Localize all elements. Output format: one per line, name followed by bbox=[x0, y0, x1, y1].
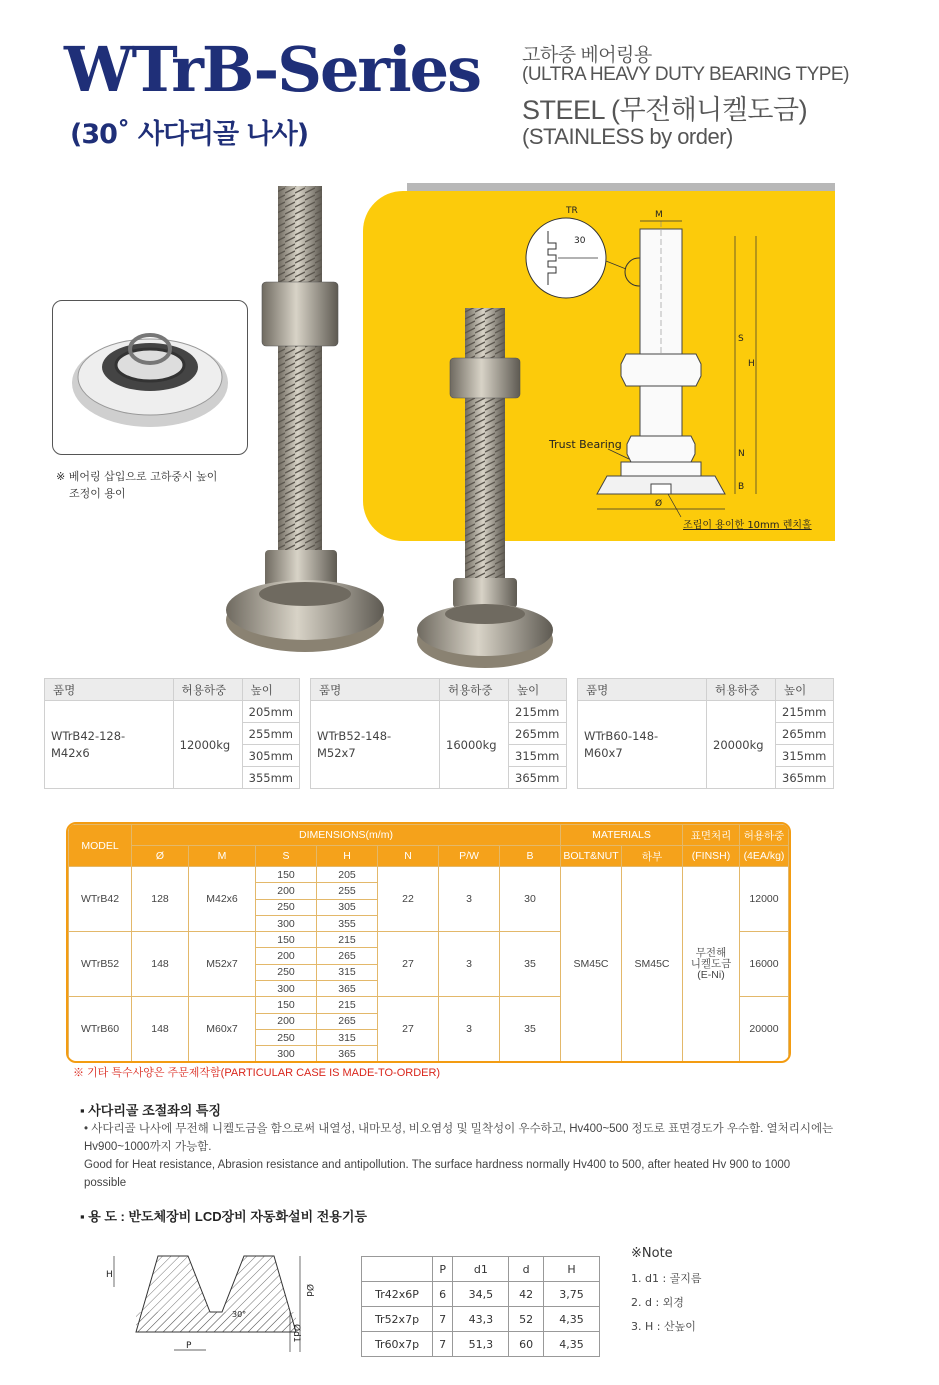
col-name: 품명 bbox=[578, 679, 707, 701]
thread-h-label: H bbox=[106, 1270, 113, 1280]
cell-s: 300 bbox=[256, 915, 317, 931]
cell-s: 200 bbox=[256, 948, 317, 964]
thread-angle-label: 30° bbox=[232, 1310, 247, 1319]
spec-name: WTrB52-148- M52x7 bbox=[311, 701, 440, 789]
thread-cell: 51,3 bbox=[453, 1332, 509, 1357]
spec-load: 16000kg bbox=[440, 701, 509, 789]
page-subtitle: (30˚ 사다리골 나사) bbox=[70, 119, 309, 150]
spec-table-wtrb60 bbox=[577, 678, 834, 789]
note-item: 1. d1 : 골지름 bbox=[631, 1272, 702, 1285]
cell-s: 300 bbox=[256, 1046, 317, 1062]
header-phi: Ø bbox=[132, 846, 189, 867]
col-height: 높이 bbox=[242, 679, 299, 701]
table-row bbox=[362, 1332, 600, 1357]
product-photo bbox=[225, 180, 565, 670]
thread-cell: 6 bbox=[433, 1282, 453, 1307]
cell-phi: 148 bbox=[132, 997, 189, 1062]
spec-table-wtrb42 bbox=[44, 678, 300, 789]
dimensions-table bbox=[68, 824, 789, 1063]
n-label: N bbox=[738, 449, 745, 459]
thread-col-p: P bbox=[433, 1257, 453, 1282]
custom-order-note: ※ 기타 특수사양은 주문제작함(PARTICULAR CASE IS MADE-TO-ORDER) bbox=[73, 1067, 441, 1079]
cell-s: 250 bbox=[256, 899, 317, 915]
cell-m: M52x7 bbox=[189, 932, 256, 997]
thread-profile-drawing bbox=[100, 1242, 325, 1360]
m-label: M bbox=[655, 210, 663, 220]
header-load: 허용하중 bbox=[740, 825, 789, 846]
header-line-1: 고하중 베어링용 bbox=[522, 45, 652, 66]
cell-h: 315 bbox=[317, 1029, 378, 1045]
header-bolt-nut: BOLT&NUT bbox=[561, 846, 622, 867]
cell-load: 16000 bbox=[740, 932, 789, 997]
table-row bbox=[69, 867, 789, 883]
thread-cell: 7 bbox=[433, 1332, 453, 1357]
table-row bbox=[362, 1282, 600, 1307]
cell-s: 250 bbox=[256, 1029, 317, 1045]
cell-b: 30 bbox=[500, 867, 561, 932]
cell-s: 150 bbox=[256, 932, 317, 948]
note-item: 3. H : 산높이 bbox=[631, 1320, 696, 1333]
wrench-hole-note: 조립이 용이한 10mm 렌치홀 bbox=[683, 520, 812, 531]
cell-h: 365 bbox=[317, 1046, 378, 1062]
thread-cell: 7 bbox=[433, 1307, 453, 1332]
thread-cell: Tr52x7p bbox=[362, 1307, 433, 1332]
cell-n: 27 bbox=[378, 932, 439, 997]
cell-pw: 3 bbox=[439, 867, 500, 932]
thread-cell: 43,3 bbox=[453, 1307, 509, 1332]
cell-finish: 무전해 니켈도금 (E-Ni) bbox=[683, 867, 740, 1063]
cell-model: WTrB42 bbox=[69, 867, 132, 932]
features-en-line1: Good for Heat resistance, Abrasion resistance and antipollution. The surface hardness normally Hv400 to 500, after heated Hv 900 to 1000 bbox=[84, 1159, 791, 1171]
cell-h: 365 bbox=[317, 981, 378, 997]
features-en-line2: possible bbox=[84, 1177, 127, 1189]
thread-d1-label: Ød1 bbox=[291, 1324, 301, 1343]
cell-h: 305 bbox=[317, 899, 378, 915]
col-load: 허용하중 bbox=[173, 679, 242, 701]
cell-s: 200 bbox=[256, 1013, 317, 1029]
cell-s: 200 bbox=[256, 883, 317, 899]
cell-s: 150 bbox=[256, 997, 317, 1013]
features-ko-line2: Hv900~1000까지 가능함. bbox=[84, 1141, 212, 1153]
thread-table bbox=[361, 1256, 600, 1357]
cell-h: 265 bbox=[317, 948, 378, 964]
thread-cell: 34,5 bbox=[453, 1282, 509, 1307]
thread-col-empty bbox=[362, 1257, 433, 1282]
inset-note-line: 조정이 용이 bbox=[69, 487, 126, 500]
header-pw: P/W bbox=[439, 846, 500, 867]
spec-load: 12000kg bbox=[173, 701, 242, 789]
thread-cell: Tr42x6P bbox=[362, 1282, 433, 1307]
angle-label: 30 bbox=[574, 236, 586, 246]
spec-height: 305mm bbox=[242, 745, 299, 767]
dimensions-table-frame bbox=[66, 822, 791, 1063]
features-ko-line1: • 사다리골 나사에 무전해 니켈도금을 함으로써 내열성, 내마모성, 비오염성 및 밀착성이 우수하고, Hv400~500 정도로 표면경도가 우수함. 열처리시에는 bbox=[84, 1123, 834, 1135]
cell-pw: 3 bbox=[439, 932, 500, 997]
thread-cell: 60 bbox=[509, 1332, 544, 1357]
spec-height: 365mm bbox=[776, 767, 834, 789]
cell-m: M42x6 bbox=[189, 867, 256, 932]
s-label: S bbox=[738, 334, 744, 344]
cell-bolt-nut: SM45C bbox=[561, 867, 622, 1063]
thread-cell: 4,35 bbox=[543, 1307, 599, 1332]
spec-name: WTrB42-128- M42x6 bbox=[45, 701, 174, 789]
spec-height: 215mm bbox=[509, 701, 567, 723]
cell-phi: 128 bbox=[132, 867, 189, 932]
col-load: 허용하중 bbox=[440, 679, 509, 701]
cell-b: 35 bbox=[500, 932, 561, 997]
spec-name: WTrB60-148- M60x7 bbox=[578, 701, 707, 789]
thread-col-h: H bbox=[543, 1257, 599, 1282]
cell-n: 22 bbox=[378, 867, 439, 932]
cell-h: 255 bbox=[317, 883, 378, 899]
cell-s: 250 bbox=[256, 964, 317, 980]
spec-height: 265mm bbox=[509, 723, 567, 745]
bearing-inset-photo bbox=[52, 300, 248, 455]
header-n: N bbox=[378, 846, 439, 867]
header-base: 하부 bbox=[622, 846, 683, 867]
cell-s: 300 bbox=[256, 981, 317, 997]
cell-m: M60x7 bbox=[189, 997, 256, 1062]
cell-load: 20000 bbox=[740, 997, 789, 1062]
features-heading: ▪ 사다리골 조절좌의 특징 bbox=[80, 1103, 222, 1118]
cell-h: 355 bbox=[317, 915, 378, 931]
header-m: M bbox=[189, 846, 256, 867]
thread-cell: Tr60x7p bbox=[362, 1332, 433, 1357]
spec-table-wtrb52 bbox=[310, 678, 567, 789]
inset-note-line: ※ 베어링 삽입으로 고하중시 높이 bbox=[56, 470, 218, 483]
cell-s: 150 bbox=[256, 867, 317, 883]
spec-height: 355mm bbox=[242, 767, 299, 789]
thread-cell: 3,75 bbox=[543, 1282, 599, 1307]
cell-phi: 148 bbox=[132, 932, 189, 997]
spec-height: 265mm bbox=[776, 723, 834, 745]
cell-base: SM45C bbox=[622, 867, 683, 1063]
cell-model: WTrB60 bbox=[69, 997, 132, 1062]
header-materials: MATERIALS bbox=[561, 825, 683, 846]
cell-h: 205 bbox=[317, 867, 378, 883]
header-line-3: STEEL (무전해니켈도금) bbox=[522, 95, 808, 125]
thread-p-label: P bbox=[186, 1341, 192, 1351]
note-item: 2. d : 외경 bbox=[631, 1296, 684, 1309]
spec-height: 315mm bbox=[776, 745, 834, 767]
col-name: 품명 bbox=[311, 679, 440, 701]
header-line-4: (STAINLESS by order) bbox=[522, 124, 733, 149]
header-finish-en: (FINSH) bbox=[683, 846, 740, 867]
spec-height: 315mm bbox=[509, 745, 567, 767]
col-name: 품명 bbox=[45, 679, 174, 701]
thread-cell: 4,35 bbox=[543, 1332, 599, 1357]
spec-height: 215mm bbox=[776, 701, 834, 723]
col-height: 높이 bbox=[776, 679, 834, 701]
cell-h: 265 bbox=[317, 1013, 378, 1029]
thread-col-d1: d1 bbox=[453, 1257, 509, 1282]
header-h: H bbox=[317, 846, 378, 867]
spec-height: 365mm bbox=[509, 767, 567, 789]
cell-h: 215 bbox=[317, 932, 378, 948]
thread-cell: 52 bbox=[509, 1307, 544, 1332]
table-row bbox=[362, 1307, 600, 1332]
header-b: B bbox=[500, 846, 561, 867]
cell-b: 35 bbox=[500, 997, 561, 1062]
thread-col-d: d bbox=[509, 1257, 544, 1282]
spec-height: 205mm bbox=[242, 701, 299, 723]
b-label: B bbox=[738, 482, 745, 492]
trust-bearing-label: Trust Bearing bbox=[549, 438, 622, 451]
tr-label: TR bbox=[566, 206, 578, 216]
note-title: ※Note bbox=[631, 1246, 673, 1261]
inset-note bbox=[56, 468, 217, 502]
cell-load: 12000 bbox=[740, 867, 789, 932]
header-model: MODEL bbox=[69, 825, 132, 867]
spec-height: 255mm bbox=[242, 723, 299, 745]
cell-pw: 3 bbox=[439, 997, 500, 1062]
header-s: S bbox=[256, 846, 317, 867]
header-finish: 표면처리 bbox=[683, 825, 740, 846]
h-label: H bbox=[748, 359, 755, 369]
page-title: WTrB-Series bbox=[64, 33, 480, 106]
thread-d-label: Ød bbox=[304, 1284, 314, 1297]
col-load: 허용하중 bbox=[707, 679, 776, 701]
thread-cell: 42 bbox=[509, 1282, 544, 1307]
cell-h: 215 bbox=[317, 997, 378, 1013]
phi-label: Ø bbox=[655, 499, 663, 509]
cell-n: 27 bbox=[378, 997, 439, 1062]
col-height: 높이 bbox=[509, 679, 567, 701]
cell-model: WTrB52 bbox=[69, 932, 132, 997]
header-line-2: (ULTRA HEAVY DUTY BEARING TYPE) bbox=[522, 64, 849, 85]
usage-line: ▪ 용 도 : 반도체장비 LCD장비 자동화설비 전용기등 bbox=[80, 1209, 367, 1224]
header-load-unit: (4EA/kg) bbox=[740, 846, 789, 867]
header-dimensions: DIMENSIONS(m/m) bbox=[132, 825, 561, 846]
spec-load: 20000kg bbox=[707, 701, 776, 789]
cell-h: 315 bbox=[317, 964, 378, 980]
